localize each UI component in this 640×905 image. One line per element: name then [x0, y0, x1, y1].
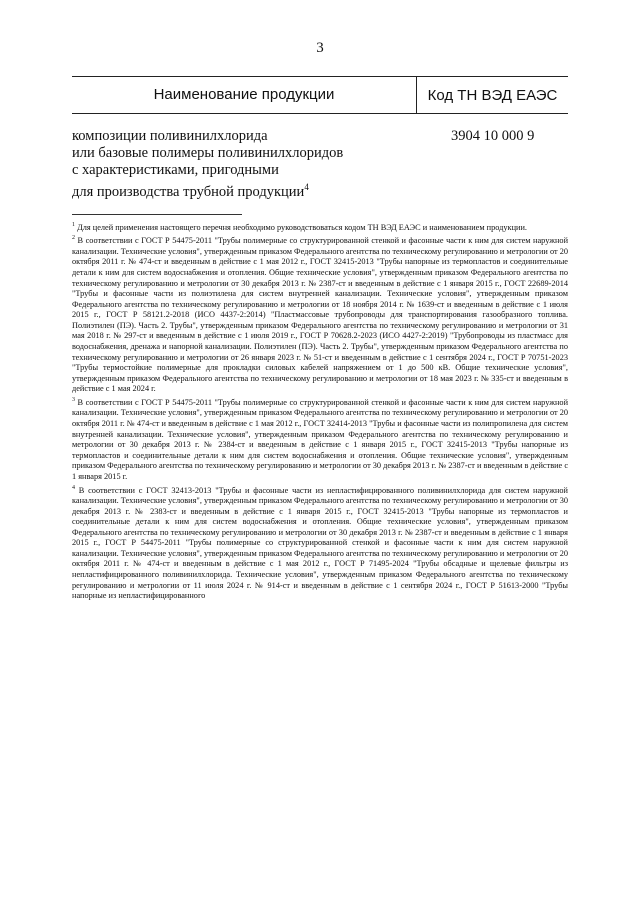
product-name-line: с характеристиками, пригодными [72, 162, 279, 178]
footnote-separator [72, 214, 242, 215]
footnote-text: В соответствии с ГОСТ Р 54475-2011 "Трубы полимерные со структурированной стенкой и фасонные части к ним для систем наружной канализации. Технические условия", утвержденным приказом Федерального агентства по техническому регулированию и метрологии от 20 октября 2011 г. № 474-ст и введенным в действие с 1 мая 2012 г., ГОСТ 32414-2013 "Трубы и фасонные части из полипропилена для систем внутренней канализации. Технические условия", утвержденным приказом Федерального агентства по техническому регулированию и метрологии от 30 декабря 2013 г. № 2384-ст и введенным в действие с 1 января 2015 г., ГОСТ 32415-2013 "Трубы напорные из термопластов и соединительные детали к ним для систем водоснабжения и отопления. Общие технические условия", утвержденным приказом Федерального агентства по техническому регулированию и метрологии от 30 декабря 2013 г. № 2387-ст и введенным в действие с 1 января 2015 г. [72, 397, 569, 481]
footnote-reference: 4 [304, 182, 309, 192]
footnote [72, 483, 568, 602]
product-name-line: композиции поливинилхлорида [72, 128, 268, 144]
footnote [72, 395, 568, 483]
page-number: 3 [316, 40, 324, 56]
product-code: 3904 10 000 9 [451, 128, 535, 144]
footnote-text: В соответствии с ГОСТ Р 54475-2011 "Трубы полимерные со структурированной стенкой и фасонные части к ним для систем наружной канализации. Технические условия", утвержденным приказом Федерального агентства по техническому регулированию и метрологии от 20 октября 2011 г. № 474-ст и введенным в действие с 1 мая 2012 г., ГОСТ 32415-2013 "Трубы напорные из термопластов и соединительные детали к ним для систем водоснабжения и отопления. Общие технические условия", утвержденным приказом Федерального агентства по техническому регулированию и метрологии от 30 декабря 2013 г. № 2387-ст и введенным в действие с 1 января 2015 г., ГОСТ 22689-2014 "Трубы и фасонные части из полиэтилена для систем внутренней канализации. Технические условия", утвержденным приказом Федерального агентства по техническому регулированию и метрологии от 18 ноября 2014 г. № 1639-ст и введенным в действие с 1 июля 2015 г., ГОСТ Р 58121.2-2018 (ИСО 4437-2:2014) "Пластмассовые трубопроводы для транспортирования газообразного топлива. Полиэтилен (ПЭ). Часть 2. Трубы", утвержденным приказом Федерального агентства по техническому регулированию и метрологии от 31 мая 2018 г. № 297-ст и введенным в действие с 1 июля 2019 г., ГОСТ Р 70628.2-2023 (ИСО 4427-2:2019) "Трубопроводы из пластмасс для водоснабжения, дренажа и напорной канализации. Полиэтилен (ПЭ). Часть 2. Трубы", утвержденным приказом Федерального агентства по техническому регулированию и метрологии от 26 января 2023 г. № 51-ст и введенным в действие с 1 сентября 2024 г., ГОСТ Р 70751-2023 "Трубы термостойкие полимерные для прокладки силовых кабелей напряжением от 1 до 500 кВ. Общие технические условия", утвержденным приказом Федерального агентства по техническому регулированию и метрологии от 18 мая 2023 г. № 335-ст и введенным в действие с 1 мая 2024 г. [72, 236, 569, 394]
product-name [72, 128, 412, 201]
product-name-line-text: для производства трубной продукции [72, 183, 305, 200]
footnote-mark: 3 [72, 397, 75, 404]
footnote-mark: 4 [72, 484, 75, 491]
footnote [72, 220, 568, 233]
footnote-text: В соответствии с ГОСТ 32413-2013 "Трубы и фасонные части из непластифицированного поливинилхлорида для систем наружной канализации. Технические условия", утвержденным приказом Федерального агентства по техническому регулированию и метрологии от 30 декабря 2013 г. № 2383-ст и введенным в действие с 1 января 2015 г., ГОСТ 32415-2013 "Трубы напорные из термопластов и соединительные детали к ним для систем водоснабжения и отопления. Общие технические условия", утвержденным приказом Федерального агентства по техническому регулированию и метрологии от 30 декабря 2013 г. № 2387-ст и введенным в действие с 1 января 2015 г., ГОСТ Р 54475-2011 "Трубы полимерные со структурированной стенкой и фасонные части к ним для систем наружной канализации. Технические условия", утвержденным приказом Федерального агентства по техническому регулированию и метрологии от 20 октября 2011 г. № 474-ст и введенным в действие с 1 мая 2012 г., ГОСТ Р 71495-2024 "Трубы обсадные и щелевые фильтры из непластифицированного поливинилхлорида. Технические условия", утвержденным приказом Федерального агентства по техническому регулированию и метрологии от 11 июля 2024 г. № 914-ст и введенным в действие с 1 сентября 2024 г., ГОСТ Р 51613-2000 "Трубы напорные из непластифицированного [72, 485, 568, 601]
footnotes [72, 220, 568, 602]
column-header-code: Код ТН ВЭД ЕАЭС [427, 86, 558, 104]
footnote-mark: 1 [72, 222, 75, 228]
product-name-line [72, 179, 412, 201]
footnote-text: Для целей применения настоящего перечня необходимо руководствоваться кодом ТН ВЭД ЕАЭС и наименованием продукции. [77, 222, 527, 232]
product-name-line: или базовые полимеры поливинилхлоридов [72, 145, 344, 161]
footnote [72, 233, 568, 395]
footnote-mark: 2 [72, 235, 75, 242]
table-header [72, 76, 568, 114]
column-header-product-name: Наименование продукции [72, 77, 417, 113]
